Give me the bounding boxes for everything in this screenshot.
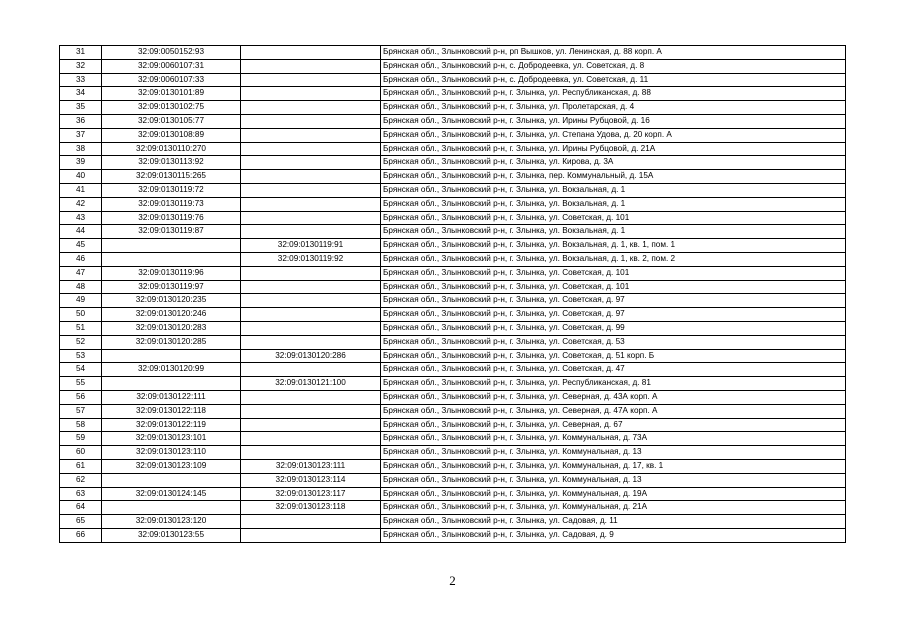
address-cell: Брянская обл., Злынковский р-н, г. Злынка, ул. Коммунальная, д. 73А: [381, 432, 846, 446]
row-number-cell: 39: [60, 156, 102, 170]
premises-cadastral-number-cell: 32:09:0130123:118: [241, 501, 381, 515]
row-number-cell: 36: [60, 114, 102, 128]
table-row: [60, 528, 846, 542]
cadastral-number-cell: 32:09:0130102:75: [102, 101, 241, 115]
table-row: [60, 266, 846, 280]
premises-cadastral-number-cell: [241, 515, 381, 529]
cadastral-number-cell: 32:09:0130123:55: [102, 528, 241, 542]
premises-cadastral-number-cell: [241, 446, 381, 460]
table-row: [60, 114, 846, 128]
address-cell: Брянская обл., Злынковский р-н, г. Злынка, ул. Степана Удова, д. 20 корп. А: [381, 128, 846, 142]
table-row: [60, 87, 846, 101]
premises-cadastral-number-cell: [241, 266, 381, 280]
table-row: [60, 473, 846, 487]
table-row: [60, 446, 846, 460]
premises-cadastral-number-cell: [241, 183, 381, 197]
address-cell: Брянская обл., Злынковский р-н, г. Злынка, ул. Советская, д. 101: [381, 280, 846, 294]
cadastral-number-cell: 32:09:0130120:285: [102, 335, 241, 349]
address-cell: Брянская обл., Злынковский р-н, г. Злынка, пер. Коммунальный, д. 15А: [381, 170, 846, 184]
premises-cadastral-number-cell: [241, 528, 381, 542]
table-row: [60, 73, 846, 87]
cadastral-number-cell: 32:09:0130108:89: [102, 128, 241, 142]
cadastral-number-cell: 32:09:0130123:120: [102, 515, 241, 529]
address-cell: Брянская обл., Злынковский р-н, г. Злынка, ул. Коммунальная, д. 21А: [381, 501, 846, 515]
table-row: [60, 487, 846, 501]
table-row: [60, 225, 846, 239]
page-number: 2: [449, 573, 456, 588]
cadastral-number-cell: 32:09:0130119:73: [102, 197, 241, 211]
row-number-cell: 52: [60, 335, 102, 349]
row-number-cell: 44: [60, 225, 102, 239]
premises-cadastral-number-cell: 32:09:0130123:114: [241, 473, 381, 487]
cadastral-number-cell: 32:09:0130119:72: [102, 183, 241, 197]
row-number-cell: 55: [60, 377, 102, 391]
premises-cadastral-number-cell: [241, 128, 381, 142]
property-registry-table: [59, 45, 846, 543]
row-number-cell: 56: [60, 390, 102, 404]
address-cell: Брянская обл., Злынковский р-н, г. Злынка, ул. Советская, д. 47: [381, 363, 846, 377]
cadastral-number-cell: 32:09:0130119:96: [102, 266, 241, 280]
row-number-cell: 59: [60, 432, 102, 446]
table-row: [60, 335, 846, 349]
address-cell: Брянская обл., Злынковский р-н, г. Злынка, ул. Коммунальная, д. 13: [381, 473, 846, 487]
table-row: [60, 197, 846, 211]
cadastral-number-cell: [102, 377, 241, 391]
address-cell: Брянская обл., Злынковский р-н, г. Злынка, ул. Советская, д. 101: [381, 266, 846, 280]
premises-cadastral-number-cell: [241, 73, 381, 87]
table-row: [60, 211, 846, 225]
address-cell: Брянская обл., Злынковский р-н, с. Добродеевка, ул. Советская, д. 8: [381, 59, 846, 73]
address-cell: Брянская обл., Злынковский р-н, г. Злынка, ул. Советская, д. 53: [381, 335, 846, 349]
address-cell: Брянская обл., Злынковский р-н, г. Злынка, ул. Северная, д. 47А корп. А: [381, 404, 846, 418]
premises-cadastral-number-cell: [241, 170, 381, 184]
address-cell: Брянская обл., Злынковский р-н, г. Злынка, ул. Северная, д. 43А корп. А: [381, 390, 846, 404]
table-row: [60, 377, 846, 391]
cadastral-number-cell: 32:09:0130101:89: [102, 87, 241, 101]
table-row: [60, 183, 846, 197]
premises-cadastral-number-cell: [241, 59, 381, 73]
address-cell: Брянская обл., Злынковский р-н, г. Злынка, ул. Вокзальная, д. 1: [381, 183, 846, 197]
cadastral-number-cell: 32:09:0130123:101: [102, 432, 241, 446]
cadastral-number-cell: 32:09:0130124:145: [102, 487, 241, 501]
address-cell: Брянская обл., Злынковский р-н, г. Злынка, ул. Коммунальная, д. 17, кв. 1: [381, 459, 846, 473]
row-number-cell: 60: [60, 446, 102, 460]
cadastral-number-cell: [102, 239, 241, 253]
premises-cadastral-number-cell: [241, 46, 381, 60]
table-row: [60, 459, 846, 473]
premises-cadastral-number-cell: 32:09:0130120:286: [241, 349, 381, 363]
cadastral-number-cell: 32:09:0130123:110: [102, 446, 241, 460]
row-number-cell: 35: [60, 101, 102, 115]
table-row: [60, 46, 846, 60]
cadastral-number-cell: 32:09:0130119:97: [102, 280, 241, 294]
address-cell: Брянская обл., Злынковский р-н, г. Злынка, ул. Ирины Рубцовой, д. 16: [381, 114, 846, 128]
cadastral-number-cell: 32:09:0130120:235: [102, 294, 241, 308]
address-cell: Брянская обл., Злынковский р-н, г. Злынка, ул. Садовая, д. 11: [381, 515, 846, 529]
premises-cadastral-number-cell: [241, 335, 381, 349]
address-cell: Брянская обл., Злынковский р-н, с. Добродеевка, ул. Советская, д. 11: [381, 73, 846, 87]
premises-cadastral-number-cell: [241, 418, 381, 432]
address-cell: Брянская обл., Злынковский р-н, г. Злынка, ул. Советская, д. 101: [381, 211, 846, 225]
cadastral-number-cell: 32:09:0130122:118: [102, 404, 241, 418]
premises-cadastral-number-cell: [241, 156, 381, 170]
row-number-cell: 63: [60, 487, 102, 501]
table-row: [60, 252, 846, 266]
row-number-cell: 53: [60, 349, 102, 363]
address-cell: Брянская обл., Злынковский р-н, г. Злынка, ул. Советская, д. 97: [381, 294, 846, 308]
cadastral-number-cell: 32:09:0130119:87: [102, 225, 241, 239]
row-number-cell: 66: [60, 528, 102, 542]
premises-cadastral-number-cell: [241, 87, 381, 101]
address-cell: Брянская обл., Злынковский р-н, г. Злынка, ул. Вокзальная, д. 1, кв. 2, пом. 2: [381, 252, 846, 266]
row-number-cell: 64: [60, 501, 102, 515]
row-number-cell: 49: [60, 294, 102, 308]
premises-cadastral-number-cell: [241, 432, 381, 446]
cadastral-number-cell: 32:09:0130105:77: [102, 114, 241, 128]
premises-cadastral-number-cell: [241, 404, 381, 418]
cadastral-number-cell: 32:09:0130120:246: [102, 308, 241, 322]
cadastral-number-cell: 32:09:0130115:265: [102, 170, 241, 184]
row-number-cell: 33: [60, 73, 102, 87]
table-row: [60, 390, 846, 404]
row-number-cell: 34: [60, 87, 102, 101]
row-number-cell: 37: [60, 128, 102, 142]
premises-cadastral-number-cell: [241, 280, 381, 294]
cadastral-number-cell: 32:09:0130113:92: [102, 156, 241, 170]
address-cell: Брянская обл., Злынковский р-н, г. Злынка, ул. Ирины Рубцовой, д. 21А: [381, 142, 846, 156]
table-row: [60, 418, 846, 432]
row-number-cell: 62: [60, 473, 102, 487]
table-row: [60, 501, 846, 515]
premises-cadastral-number-cell: [241, 321, 381, 335]
table-row: [60, 128, 846, 142]
address-cell: Брянская обл., Злынковский р-н, г. Злынка, ул. Северная, д. 67: [381, 418, 846, 432]
row-number-cell: 32: [60, 59, 102, 73]
premises-cadastral-number-cell: 32:09:0130119:92: [241, 252, 381, 266]
cadastral-number-cell: 32:09:0130122:111: [102, 390, 241, 404]
table-row: [60, 432, 846, 446]
address-cell: Брянская обл., Злынковский р-н, г. Злынка, ул. Вокзальная, д. 1: [381, 197, 846, 211]
row-number-cell: 65: [60, 515, 102, 529]
cadastral-number-cell: 32:09:0130122:119: [102, 418, 241, 432]
row-number-cell: 40: [60, 170, 102, 184]
address-cell: Брянская обл., Злынковский р-н, г. Злынка, ул. Коммунальная, д. 19А: [381, 487, 846, 501]
table-row: [60, 349, 846, 363]
row-number-cell: 48: [60, 280, 102, 294]
premises-cadastral-number-cell: [241, 225, 381, 239]
cadastral-number-cell: 32:09:0050152:93: [102, 46, 241, 60]
cadastral-number-cell: [102, 349, 241, 363]
row-number-cell: 57: [60, 404, 102, 418]
address-cell: Брянская обл., Злынковский р-н, г. Злынка, ул. Вокзальная, д. 1: [381, 225, 846, 239]
address-cell: Брянская обл., Злынковский р-н, г. Злынка, ул. Республиканская, д. 88: [381, 87, 846, 101]
premises-cadastral-number-cell: 32:09:0130123:111: [241, 459, 381, 473]
row-number-cell: 50: [60, 308, 102, 322]
premises-cadastral-number-cell: [241, 294, 381, 308]
row-number-cell: 58: [60, 418, 102, 432]
premises-cadastral-number-cell: [241, 308, 381, 322]
premises-cadastral-number-cell: [241, 197, 381, 211]
address-cell: Брянская обл., Злынковский р-н, г. Злынка, ул. Вокзальная, д. 1, кв. 1, пом. 1: [381, 239, 846, 253]
table-row: [60, 170, 846, 184]
registry-table-body: [60, 46, 846, 543]
address-cell: Брянская обл., Злынковский р-н, г. Злынка, ул. Коммунальная, д. 13: [381, 446, 846, 460]
address-cell: Брянская обл., Злынковский р-н, г. Злынка, ул. Пролетарская, д. 4: [381, 101, 846, 115]
row-number-cell: 42: [60, 197, 102, 211]
premises-cadastral-number-cell: [241, 390, 381, 404]
address-cell: Брянская обл., Злынковский р-н, г. Злынка, ул. Республиканская, д. 81: [381, 377, 846, 391]
premises-cadastral-number-cell: 32:09:0130121:100: [241, 377, 381, 391]
premises-cadastral-number-cell: 32:09:0130123:117: [241, 487, 381, 501]
cadastral-number-cell: [102, 473, 241, 487]
row-number-cell: 47: [60, 266, 102, 280]
table-row: [60, 101, 846, 115]
premises-cadastral-number-cell: [241, 211, 381, 225]
address-cell: Брянская обл., Злынковский р-н, г. Злынка, ул. Советская, д. 97: [381, 308, 846, 322]
cadastral-number-cell: 32:09:0060107:33: [102, 73, 241, 87]
table-row: [60, 515, 846, 529]
row-number-cell: 45: [60, 239, 102, 253]
cadastral-number-cell: 32:09:0130119:76: [102, 211, 241, 225]
row-number-cell: 38: [60, 142, 102, 156]
address-cell: Брянская обл., Злынковский р-н, г. Злынка, ул. Советская, д. 99: [381, 321, 846, 335]
cadastral-number-cell: [102, 501, 241, 515]
premises-cadastral-number-cell: [241, 114, 381, 128]
table-row: [60, 142, 846, 156]
table-row: [60, 404, 846, 418]
table-row: [60, 280, 846, 294]
premises-cadastral-number-cell: [241, 101, 381, 115]
premises-cadastral-number-cell: [241, 142, 381, 156]
table-row: [60, 156, 846, 170]
row-number-cell: 61: [60, 459, 102, 473]
address-cell: Брянская обл., Злынковский р-н, г. Злынка, ул. Советская, д. 51 корп. Б: [381, 349, 846, 363]
row-number-cell: 54: [60, 363, 102, 377]
address-cell: Брянская обл., Злынковский р-н, г. Злынка, ул. Садовая, д. 9: [381, 528, 846, 542]
row-number-cell: 51: [60, 321, 102, 335]
row-number-cell: 46: [60, 252, 102, 266]
cadastral-number-cell: 32:09:0130110:270: [102, 142, 241, 156]
cadastral-number-cell: 32:09:0130120:283: [102, 321, 241, 335]
address-cell: Брянская обл., Злынковский р-н, рп Вышков, ул. Ленинская, д. 88 корп. А: [381, 46, 846, 60]
table-row: [60, 59, 846, 73]
row-number-cell: 41: [60, 183, 102, 197]
row-number-cell: 43: [60, 211, 102, 225]
row-number-cell: 31: [60, 46, 102, 60]
premises-cadastral-number-cell: [241, 363, 381, 377]
premises-cadastral-number-cell: 32:09:0130119:91: [241, 239, 381, 253]
table-row: [60, 321, 846, 335]
table-row: [60, 294, 846, 308]
cadastral-number-cell: 32:09:0060107:31: [102, 59, 241, 73]
cadastral-number-cell: 32:09:0130120:99: [102, 363, 241, 377]
cadastral-number-cell: [102, 252, 241, 266]
address-cell: Брянская обл., Злынковский р-н, г. Злынка, ул. Кирова, д. 3А: [381, 156, 846, 170]
table-row: [60, 308, 846, 322]
table-row: [60, 239, 846, 253]
table-row: [60, 363, 846, 377]
cadastral-number-cell: 32:09:0130123:109: [102, 459, 241, 473]
